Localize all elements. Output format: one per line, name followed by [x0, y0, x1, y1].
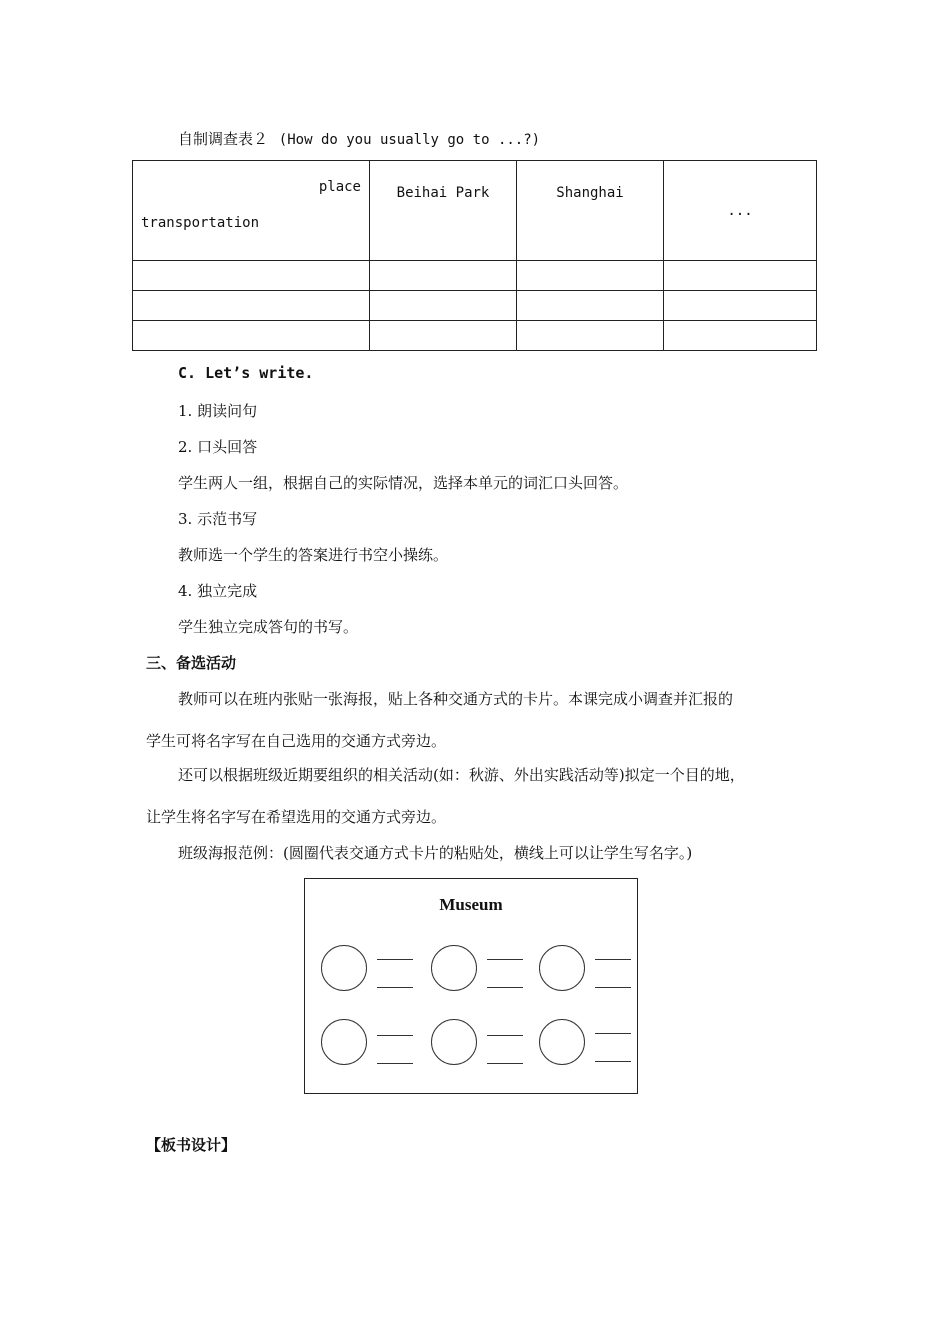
- table-cell: [664, 321, 817, 351]
- board-design-heading: 【板书设计】: [146, 1136, 237, 1154]
- table-cell: [370, 321, 517, 351]
- name-line: [595, 1061, 631, 1062]
- column-header: Shanghai: [517, 161, 664, 261]
- step-4: 4. 独立完成: [178, 582, 258, 600]
- card-slot-circle: [539, 945, 585, 991]
- table-header-row: [133, 161, 817, 261]
- name-line: [377, 987, 413, 988]
- step-4-desc: 学生独立完成答句的书写。: [178, 618, 359, 636]
- section-3-heading: 三、备选活动: [146, 654, 237, 672]
- name-line: [487, 959, 523, 960]
- step-1: 1. 朗读问句: [178, 402, 258, 420]
- survey-caption: [178, 128, 540, 149]
- table-cell: [664, 261, 817, 291]
- paragraph-1-line-2: 学生可将名字写在自己选用的交通方式旁边。: [146, 732, 447, 750]
- paragraph-2-line-2: 让学生将名字写在希望选用的交通方式旁边。: [146, 808, 447, 826]
- paragraph-2-line-1: 还可以根据班级近期要组织的相关活动(如：秋游、外出实践活动等)拟定一个目的地，: [178, 766, 745, 784]
- header-transportation: transportation: [141, 215, 260, 231]
- table-cell: [133, 321, 370, 351]
- section-c-heading: C. Let’s write.: [178, 364, 314, 382]
- survey-title-cn: 自制调查表２: [178, 130, 269, 148]
- name-line: [487, 1063, 523, 1064]
- survey-table: [132, 160, 817, 351]
- column-header: ...: [664, 161, 817, 261]
- table-cell: [517, 291, 664, 321]
- header-place: place: [318, 179, 361, 195]
- table-cell: [133, 261, 370, 291]
- step-3-desc: 教师选一个学生的答案进行书空小操练。: [178, 546, 449, 564]
- card-slot-circle: [431, 1019, 477, 1065]
- name-line: [487, 987, 523, 988]
- poster-example: [304, 878, 638, 1094]
- name-line: [595, 959, 631, 960]
- column-header: Beihai Park: [370, 161, 517, 261]
- paragraph-1-line-1: 教师可以在班内张贴一张海报，贴上各种交通方式的卡片。本课完成小调查并汇报的: [178, 690, 734, 708]
- card-slot-circle: [321, 945, 367, 991]
- paragraph-3: 班级海报范例：(圆圈代表交通方式卡片的粘贴处，横线上可以让学生写名字。): [178, 844, 693, 862]
- table-row: [133, 261, 817, 291]
- card-slot-circle: [321, 1019, 367, 1065]
- table-cell: [664, 291, 817, 321]
- table-row: [133, 291, 817, 321]
- name-line: [595, 987, 631, 988]
- name-line: [377, 959, 413, 960]
- poster-title: Museum: [439, 895, 503, 914]
- name-line: [377, 1063, 413, 1064]
- table-cell: [133, 291, 370, 321]
- name-line: [487, 1035, 523, 1036]
- table-cell: [517, 321, 664, 351]
- step-2-desc: 学生两人一组，根据自己的实际情况，选择本单元的词汇口头回答。: [178, 474, 629, 492]
- step-3: 3. 示范书写: [178, 510, 258, 528]
- step-2: 2. 口头回答: [178, 438, 258, 456]
- name-line: [595, 1033, 631, 1034]
- survey-title-en: (How do you usually go to ...?): [278, 132, 541, 148]
- table-cell: [370, 291, 517, 321]
- name-line: [377, 1035, 413, 1036]
- card-slot-circle: [431, 945, 477, 991]
- table-cell: [370, 261, 517, 291]
- card-slot-circle: [539, 1019, 585, 1065]
- table-cell: [517, 261, 664, 291]
- table-row: [133, 321, 817, 351]
- diagonal-header-cell: [133, 161, 370, 261]
